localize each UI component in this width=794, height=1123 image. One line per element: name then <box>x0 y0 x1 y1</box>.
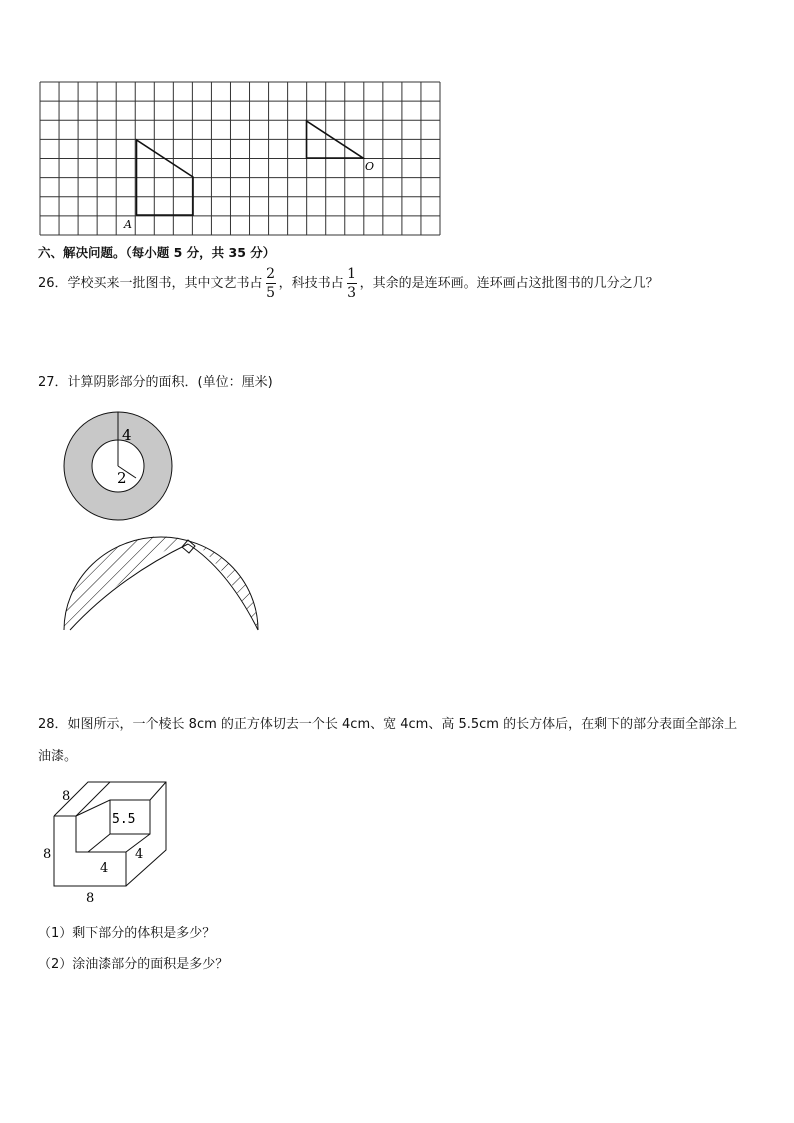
grid-figure <box>38 80 443 238</box>
arc-figure <box>58 530 266 634</box>
inner-radius-label: 2 <box>117 469 127 487</box>
cube-label-cut-height: 5.5 <box>112 812 136 827</box>
right-shaded-region <box>196 543 258 630</box>
q26-text-2: ，科技书占 <box>278 275 344 291</box>
cube-label-bottom: 8 <box>86 891 95 906</box>
question-28-line-1: 28．如图所示，一个棱长 8cm 的正方体切去一个长 4cm、宽 4cm、高 5.5cm 的长方体后，在剩下的部分表面全部涂上 <box>38 717 738 732</box>
fraction-2-5 <box>266 266 276 301</box>
cube-label-top: 8 <box>62 789 71 804</box>
frac1-denominator: 5 <box>266 285 276 301</box>
cube-label-left: 8 <box>43 847 52 862</box>
outer-radius-label: 4 <box>122 426 132 444</box>
q26-text-3: ，其余的是连环画。连环画占这批图书的几分之几？ <box>359 275 659 291</box>
cube-label-cut-width: 4 <box>100 861 109 876</box>
frac2-numerator: 1 <box>347 266 357 282</box>
point-a-label: A <box>124 218 132 231</box>
cube-label-cut-depth: 4 <box>135 847 144 862</box>
q26-text-1: 学校买来一批图书，其中文艺书占 <box>67 275 263 291</box>
question-28-sub-1: （1）剩下部分的体积是多少？ <box>38 926 216 941</box>
q26-number: 26． <box>38 275 68 291</box>
section-6-heading: 六、解决问题。（每小题 5 分，共 35 分） <box>38 245 276 260</box>
question-27: 27．计算阴影部分的面积．(单位：厘米) <box>38 375 273 390</box>
left-shaded-region <box>64 536 184 630</box>
frac1-numerator: 2 <box>266 266 276 282</box>
question-26 <box>38 266 659 301</box>
fraction-1-3 <box>347 266 357 301</box>
point-o-label: O <box>365 160 375 173</box>
frac2-denominator: 3 <box>347 285 357 301</box>
cube-figure <box>40 778 170 908</box>
question-28-sub-2: （2）涂油漆部分的面积是多少？ <box>38 957 229 972</box>
ring-figure <box>60 408 175 523</box>
question-28-line-2: 油漆。 <box>38 749 78 764</box>
